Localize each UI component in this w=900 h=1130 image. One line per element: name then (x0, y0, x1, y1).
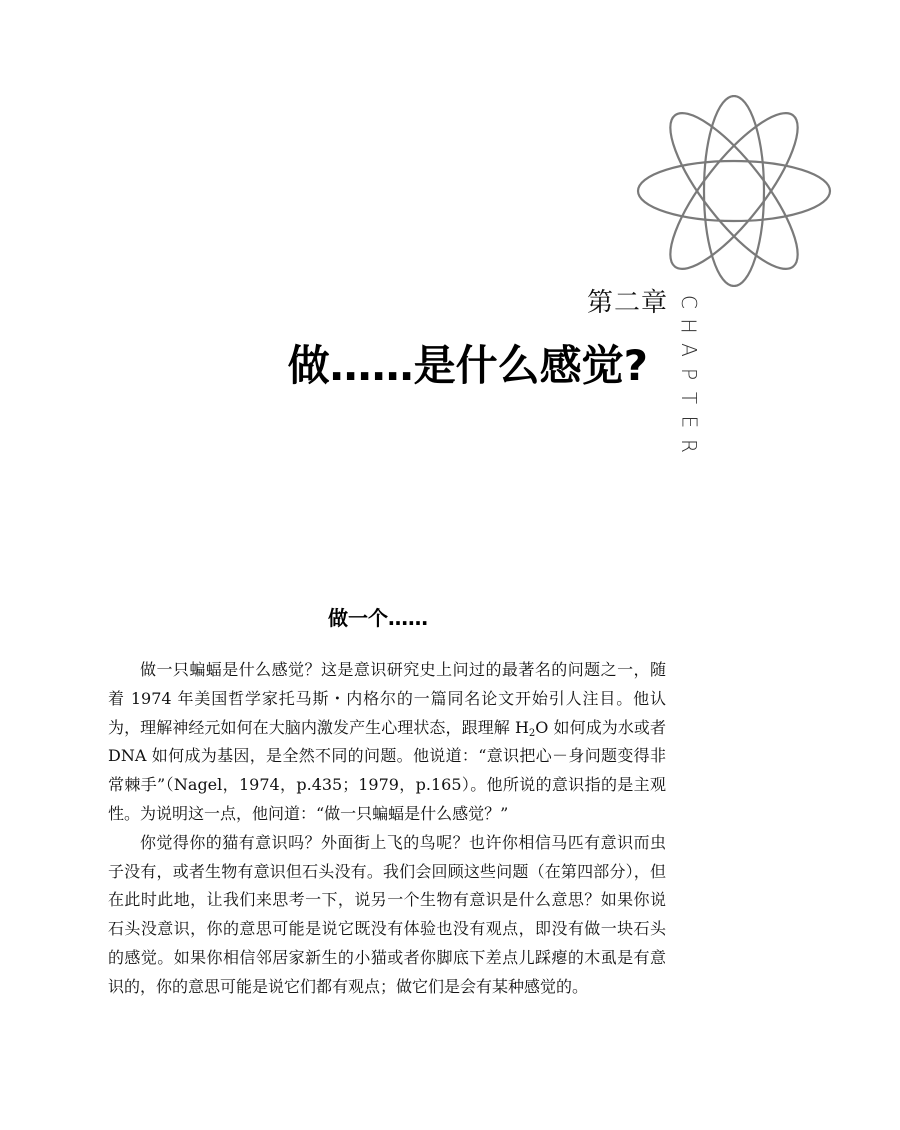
chapter-letter: E (676, 415, 701, 429)
chapter-letter: R (677, 439, 701, 453)
chapter-number-label: 第二章 (586, 288, 668, 318)
chapter-letter: A (677, 343, 701, 357)
paragraph-1-text-b: O 如何成为水或者 DNA 如何成为基因，是全然不同的问题。他说道：“意识把心－身问题变得非常棘手”（Nagel，1974，p.435；1979，p.165）。他所说的意识指的是主观性。为说明这一点，他问道：“做一只蝙蝠是什么感觉？” (108, 717, 666, 823)
paragraph-1-text-a: 做一只蝙蝠是什么感觉？这是意识研究史上问过的最著名的问题之一，随着 1974 年美国哲学家托马斯・内格尔的一篇同名论文开始引人注目。他认为，理解神经元如何在大脑内激发产生心理状态，跟理解 H (108, 660, 666, 737)
atom-orbit-diagonal-left (651, 97, 816, 285)
chapter-vertical-word (676, 290, 702, 458)
chapter-letter: P (677, 367, 701, 381)
h2o-subscript: 2 (528, 727, 536, 739)
atom-orbit-diagonal-right (651, 97, 816, 285)
chapter-letter: C (677, 295, 701, 309)
chapter-letter: T (677, 391, 701, 405)
section-heading: 做一个…… (328, 606, 428, 630)
atom-orbit-horizontal (638, 161, 830, 221)
paragraph-2: 你觉得你的猫有意识吗？外面街上飞的鸟呢？也许你相信马匹有意识而虫子没有，或者生物有意识但石头没有。我们会回顾这些问题（在第四部分），但在此时此地，让我们来思考一下，说另一个生物有意识是什么意思？如果你说石头没意识，你的意思可能是说它既没有体验也没有观点，即没有做一块石头的感觉。如果你相信邻居家新生的小猫或者你脚底下差点儿踩瘪的木虱是有意识的，你的意思可能是说它们都有观点；做它们是会有某种感觉的。 (108, 832, 666, 996)
atom-orbit-vertical (704, 96, 764, 286)
paragraph-1 (108, 656, 666, 829)
body-text (108, 656, 666, 1002)
chapter-title: 做……是什么感觉? (287, 341, 648, 390)
atom-icon (636, 95, 832, 287)
chapter-letter: H (676, 318, 701, 334)
